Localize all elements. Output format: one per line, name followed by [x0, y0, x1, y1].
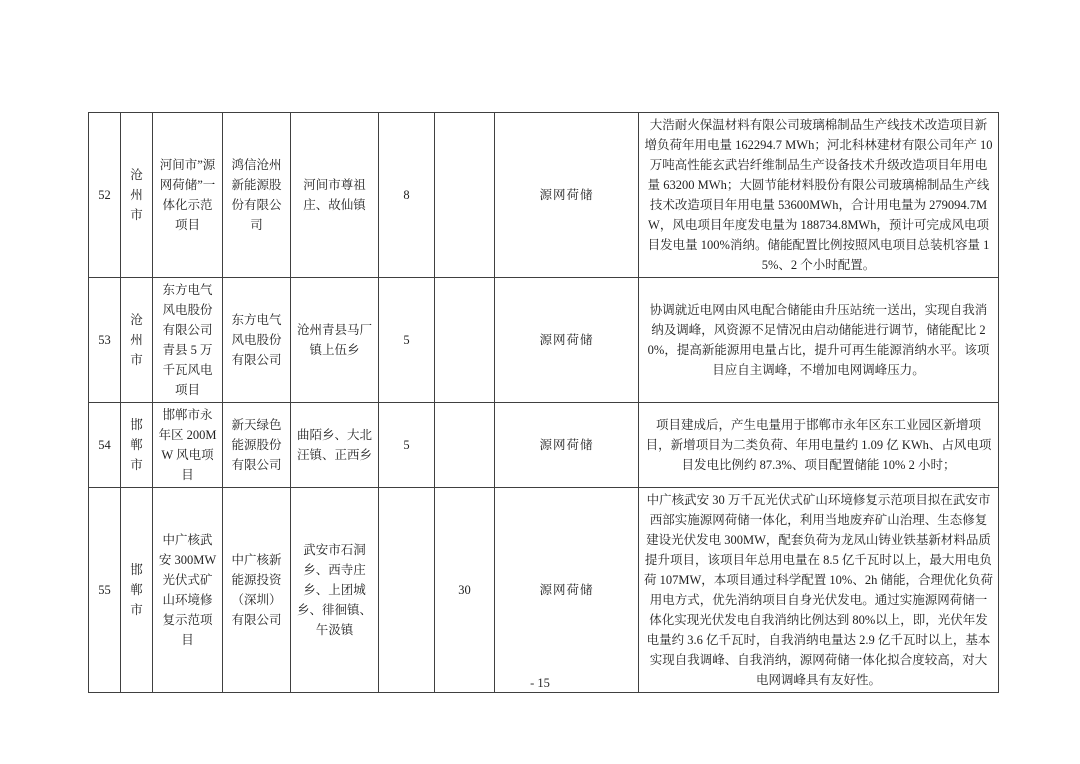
capacity-col1-cell: 5	[379, 403, 435, 488]
table-row	[89, 403, 999, 488]
description-cell: 项目建成后，产生电量用于邯郸市永年区东工业园区新增项目，新增项目为二类负荷、年用电量约 1.09 亿 KWh、占风电项目发电比例约 87.3%、项目配置储能 10% 2 小时；	[639, 403, 999, 488]
location-cell: 曲陌乡、大北汪镇、正西乡	[291, 403, 379, 488]
project-type-cell: 源网荷储	[495, 488, 639, 693]
project-name-cell: 东方电气风电股份有限公司青县 5 万千瓦风电项目	[153, 278, 223, 403]
city-cell: 沧州市	[121, 278, 153, 403]
project-type-cell: 源网荷储	[495, 278, 639, 403]
row-number-cell: 55	[89, 488, 121, 693]
project-name-cell: 中广核武安 300MW 光伏式矿山环境修复示范项目	[153, 488, 223, 693]
table-row	[89, 488, 999, 693]
capacity-col2-cell	[435, 403, 495, 488]
city-cell: 邯郸市	[121, 488, 153, 693]
capacity-col1-cell	[379, 488, 435, 693]
description-cell: 大浩耐火保温材料有限公司玻璃棉制品生产线技术改造项目新增负荷年用电量 162294.7 MWh；河北科林建材有限公司年产 10 万吨高性能玄武岩纤维制品生产设备技术升级改造项目年用电量 63200 MWh；大圆节能材料股份有限公司玻璃棉制品生产线技术改造项目年用电量 53600MWh，合计用电量为 279094.7MW，风电项目年度发电量为 188734.8MWh，预计可完成风电项目发电量 100%消纳。储能配置比例按照风电项目总装机容量 15%、2 个小时配置。	[639, 113, 999, 278]
page-number: - 15	[530, 676, 550, 690]
project-type-cell: 源网荷储	[495, 113, 639, 278]
description-cell: 中广核武安 30 万千瓦光伏式矿山环境修复示范项目拟在武安市西部实施源网荷储一体化，利用当地废弃矿山治理、生态修复建设光伏发电 300MW，配套负荷为龙凤山铸业铁基新材料品质提升项目，该项目年总用电量在 8.5 亿千瓦时以上，最大用电负荷 107MW，本项目通过科学配置 10%、2h 储能，合理优化负荷用电方式，优先消纳项目自身光伏发电。通过实施源网荷储一体化实现光伏发电自我消纳比例达到 80%以上，即，光伏年发电量约 3.6 亿千瓦时，自我消纳电量达 2.9 亿千瓦时以上，基本实现自我调峰、自我消纳，源网荷储一体化拟合度较高，对大电网调峰具有友好性。	[639, 488, 999, 693]
project-type-cell: 源网荷储	[495, 403, 639, 488]
project-name-cell: 河间市”源网荷储”一体化示范项目	[153, 113, 223, 278]
capacity-col2-cell: 30	[435, 488, 495, 693]
capacity-col2-cell	[435, 278, 495, 403]
location-cell: 河间市尊祖庄、故仙镇	[291, 113, 379, 278]
city-cell: 沧州市	[121, 113, 153, 278]
table-row	[89, 278, 999, 403]
capacity-col1-cell: 8	[379, 113, 435, 278]
project-list-table	[88, 112, 999, 693]
row-number-cell: 53	[89, 278, 121, 403]
company-cell: 鸿信沧州新能源股份有限公司	[223, 113, 291, 278]
company-cell: 新天绿色能源股份有限公司	[223, 403, 291, 488]
company-cell: 东方电气风电股份有限公司	[223, 278, 291, 403]
capacity-col1-cell: 5	[379, 278, 435, 403]
city-cell: 邯郸市	[121, 403, 153, 488]
capacity-col2-cell	[435, 113, 495, 278]
location-cell: 武安市石洞乡、西寺庄乡、上团城乡、徘徊镇、午汲镇	[291, 488, 379, 693]
location-cell: 沧州青县马厂镇上伍乡	[291, 278, 379, 403]
project-name-cell: 邯郸市永年区 200MW 风电项目	[153, 403, 223, 488]
row-number-cell: 54	[89, 403, 121, 488]
description-cell: 协调就近电网由风电配合储能由升压站统一送出，实现自我消纳及调峰，风资源不足情况由启动储能进行调节，储能配比 20%，提高新能源用电量占比，提升可再生能源消纳水平。该项目应自主调峰，不增加电网调峰压力。	[639, 278, 999, 403]
row-number-cell: 52	[89, 113, 121, 278]
company-cell: 中广核新能源投资（深圳）有限公司	[223, 488, 291, 693]
table-row	[89, 113, 999, 278]
